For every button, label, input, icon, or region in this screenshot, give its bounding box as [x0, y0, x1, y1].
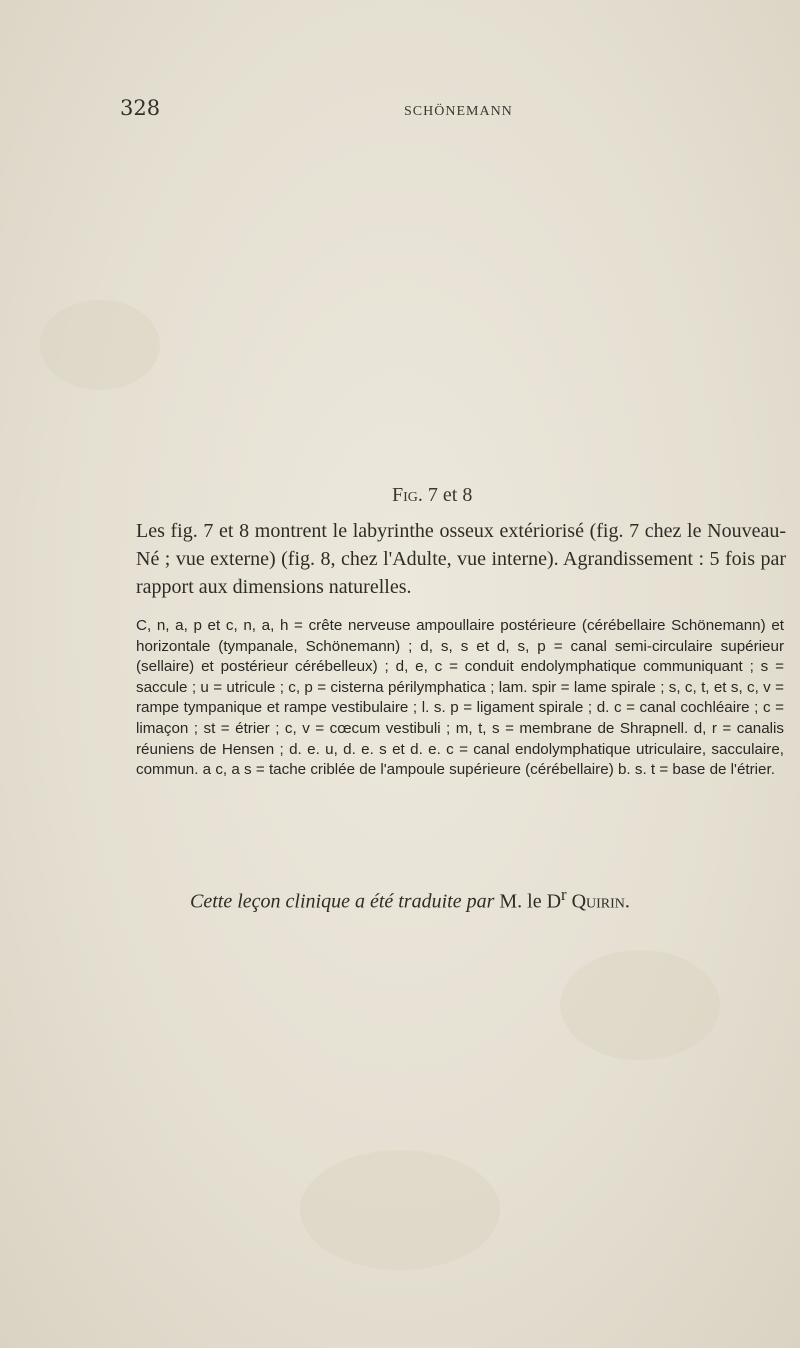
paper-stain: [40, 300, 160, 390]
figure-caption: [392, 484, 472, 507]
credit-title-superscript: r: [561, 885, 567, 904]
figure-description: Les fig. 7 et 8 montrent le labyrinthe osseux extériorisé (fig. 7 chez le Nouveau-Né ; vue externe) (fig. 8, chez l'Adulte, vue interne). Agrandissement : 5 fois par rapport aux dimensions naturelles.: [136, 520, 786, 598]
paper-stain: [300, 1150, 500, 1270]
credit-text: Cette leçon clinique a été traduite par: [190, 890, 495, 913]
translation-credit: [190, 885, 750, 914]
credit-title: M. le D: [499, 890, 562, 913]
credit-name: Quirin.: [571, 890, 630, 913]
figure-legend: C, n, a, p et c, n, a, h = crête nerveuse ampoullaire postérieure (cérébellaire Schönemann) et horizontale (tympanale, Schönemann) ; d, s, s et d, s, p = canal semi-circulaire supérieur (sellaire) et postérieur cérébelleux) ; d, e, c = conduit endolymphatique communiquant ; s = saccule ; u = utricule ; c, p = cisterna périlymphatica ; lam. spir = lame spirale ; s, c, t, et s, c, v = rampe tympanique et rampe vestibulaire ; l. s. p = ligament spirale ; d. c = canal cochléaire ; c = limaçon ; st = étrier ; c, v = cœcum vestibuli ; m, t, s = membrane de Shrapnell. d, r = canalis réuniens de Hensen ; d. e. u, d. e. s et d. e. c = canal endolymphatique utriculaire, sacculaire, commun. a c, a s = tache criblée de l'ampoule supérieure (cérébellaire) b. s. t = base de l'étrier.: [136, 617, 784, 779]
figure-caption-number: 7 et 8: [422, 484, 473, 506]
figure-caption-prefix: Fig.: [392, 484, 423, 506]
running-title: SCHÖNEMANN: [404, 104, 513, 119]
page-number: 328: [120, 96, 161, 120]
paper-stain: [560, 950, 720, 1060]
